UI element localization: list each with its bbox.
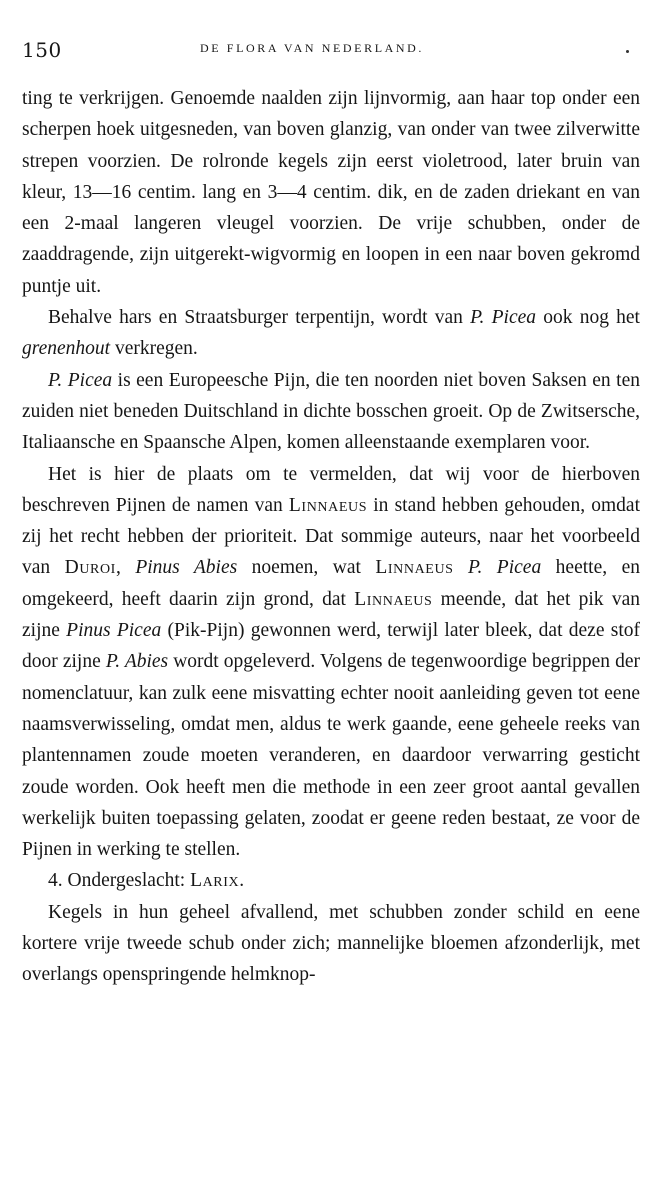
paragraph (22, 302, 640, 365)
text-run: meende, dat het pik van zijne (22, 588, 640, 642)
page-number: 150 (22, 38, 62, 62)
paragraph (22, 83, 640, 302)
text-run (454, 557, 468, 578)
running-title: DE FLORA VAN NEDERLAND. (200, 41, 425, 55)
subgenus-name: Larix. (190, 870, 245, 892)
subgenus-heading-prefix: 4. Ondergeslacht: (48, 870, 191, 892)
page-header (22, 38, 642, 64)
text-run: noemen, wat (237, 557, 376, 579)
body-text (22, 83, 640, 991)
final-paragraph: Kegels in hun geheel afvallend, met schubben zonder schild en eene kortere vrije tweede schub onder zich; mannelijke bloemen afzonderlijk, met overlangs openspringende helmknop- (22, 901, 640, 986)
text-run: Behalve hars en Straatsburger terpentijn, wordt van (48, 307, 471, 329)
italic-term: P. Abies (105, 651, 169, 673)
italic-term: Pinus Abies (135, 557, 238, 579)
author-name: Linnaeus (288, 494, 368, 516)
author-name: Duroi (64, 557, 116, 579)
italic-term: P. Picea (468, 557, 542, 579)
italic-term: grenenhout (22, 338, 111, 360)
text-run: , (115, 557, 136, 579)
text-run: in stand hebben gehouden, omdat zij het recht hebben der prioriteit. Dat sommige auteurs, naar het voorbeeld van (22, 494, 640, 579)
author-name: Linnaeus (354, 588, 433, 610)
paragraph (22, 459, 640, 866)
italic-term: P. Picea (48, 369, 113, 391)
italic-term: P. Picea (470, 307, 537, 329)
text-run: heette, en omgekeerd, heeft daarin zijn grond, dat (22, 557, 640, 610)
print-speck (626, 50, 629, 53)
italic-term: Pinus Picea (66, 620, 162, 642)
text-run: (Pik-Pijn) gewonnen werd, terwijl later bleek, dat deze stof door zijne (22, 620, 640, 673)
paragraph (22, 365, 640, 459)
text-run: wordt opgeleverd. Volgens de tegenwoordige begrippen der nomenclatuur, kan zulk eene misvatting echter nooit aanleiding geven tot eene naamsverwisseling, omdat men, aldus te werk gaande, eene geheele reeks van plantennamen zoude moeten veranderen, en daardoor verwarring gesticht zoude worden. Ook heeft men die methode in een zeer groot aantal gevallen werkelijk buiten toepassing gelaten, zoodat er geene reden bestaat, ze voor de Pijnen in werking te stellen. (22, 651, 640, 861)
text-run: verkregen. (110, 338, 198, 360)
text-run: ting te verkrijgen. Genoemde naalden zijn lijnvormig, aan haar top onder een scherpen hoek uitgesneden, van boven glanzig, van onder van twee zilverwitte strepen voorzien. De rolronde kegels zijn eerst violetrood, later bruin van kleur, 13—16 centim. lang en 3—4 centim. dik, en de zaden driekant en van een 2-maal langeren vleugel voorzien. De vrije schubben, onder de zaaddragende, zijn uitgerekt-wigvormig en loopen in een naar boven gekromd puntje uit. (22, 88, 640, 297)
text-run: is een Europeesche Pijn, die ten noorden niet boven Saksen en ten zuiden niet beneden Duitschland in dichte bosschen groeit. Op de Zwitsersche, Italiaansche en Spaansche Alpen, komen alleenstaande exemplaren voor. (22, 369, 640, 454)
subgenus-heading (22, 865, 640, 896)
text-run: ook nog het (536, 307, 640, 329)
text-run: Het is hier de plaats om te vermelden, dat wij voor de hierboven beschreven Pijnen de namen van (22, 463, 640, 516)
paragraph-list (22, 83, 640, 865)
author-name: Linnaeus (375, 557, 454, 579)
